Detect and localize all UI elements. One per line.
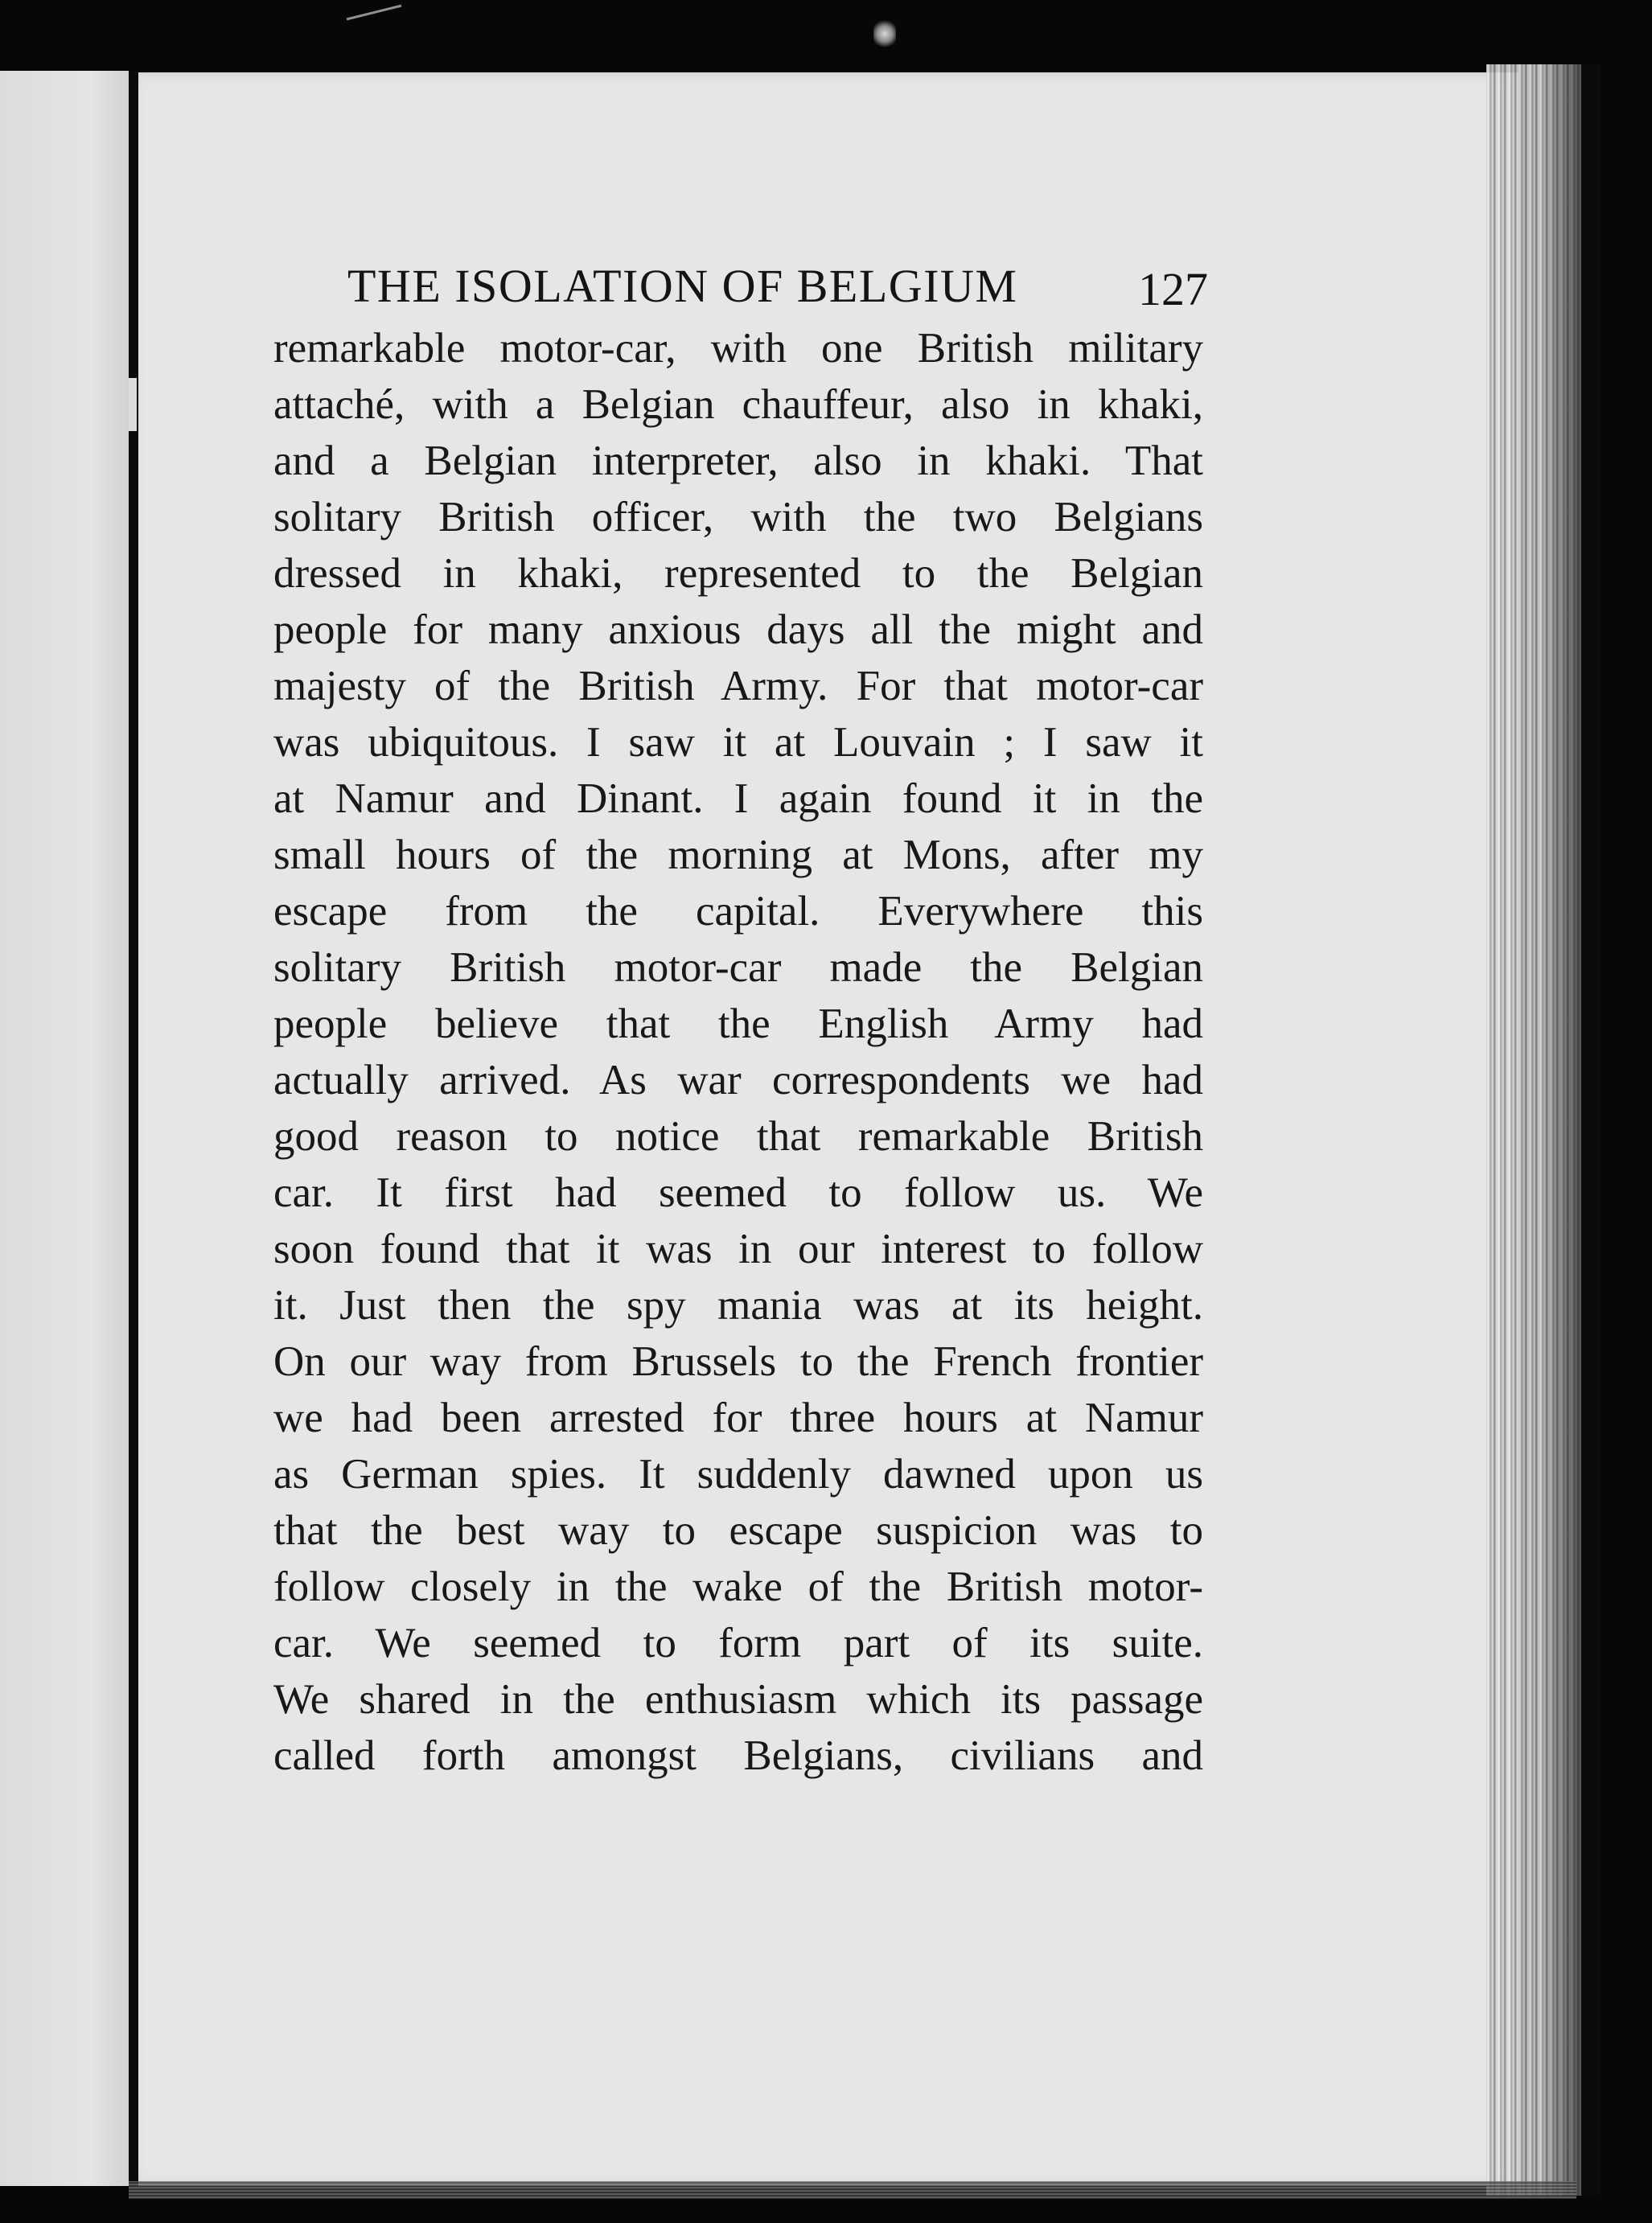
text-line: called forth amongst Belgians, civilians and [273,1732,1203,1779]
body-text [273,320,1203,1784]
text-line: On our way from Brussels to the French frontier [273,1338,1203,1385]
text-line: solitary British officer, with the two Belgians [273,494,1203,540]
text-line: as German spies. It suddenly dawned upon us [273,1451,1203,1498]
page-stack-shadow [1544,64,1601,2196]
text-line: small hours of the morning at Mons, after my [273,832,1203,878]
text-line: good reason to notice that remarkable British [273,1113,1203,1160]
text-line: and a Belgian interpreter, also in khaki. That [273,438,1203,484]
text-line: that the best way to escape suspicion was to [273,1507,1203,1554]
text-line: it. Just then the spy mania was at its height. [273,1282,1203,1329]
text-line: We shared in the enthusiasm which its passage [273,1676,1203,1723]
text-line: car. It first had seemed to follow us. We [273,1169,1203,1216]
facing-page-edge [0,71,129,2186]
text-line: escape from the capital. Everywhere this [273,888,1203,935]
gutter-line-gap [129,378,137,431]
scan-smudge [873,18,896,50]
text-line: follow closely in the wake of the British motor- [273,1563,1203,1610]
text-line: soon found that it was in our interest to follow [273,1226,1203,1272]
text-line: we had been arrested for three hours at Namur [273,1395,1203,1441]
page-number: 127 [1138,263,1208,315]
text-line: solitary British motor-car made the Belgian [273,944,1203,991]
text-line: people for many anxious days all the might and [273,606,1203,653]
scan-scratch [347,5,402,21]
text-line: car. We seemed to form part of its suite. [273,1620,1203,1666]
text-line: people believe that the English Army had [273,1001,1203,1047]
text-line: actually arrived. As war correspondents we had [273,1057,1203,1103]
running-header-title: THE ISOLATION OF BELGIUM [347,260,1018,312]
text-line: attaché, with a Belgian chauffeur, also in khaki, [273,381,1203,428]
text-line: majesty of the British Army. For that motor-car [273,663,1203,709]
text-line: remarkable motor-car, with one British military [273,325,1203,372]
text-line: dressed in khaki, represented to the Belgian [273,550,1203,597]
text-line: was ubiquitous. I saw it at Louvain ; I saw it [273,719,1203,766]
page-bottom-edge [129,2181,1576,2199]
running-header [347,254,1208,318]
text-line: at Namur and Dinant. I again found it in the [273,775,1203,822]
